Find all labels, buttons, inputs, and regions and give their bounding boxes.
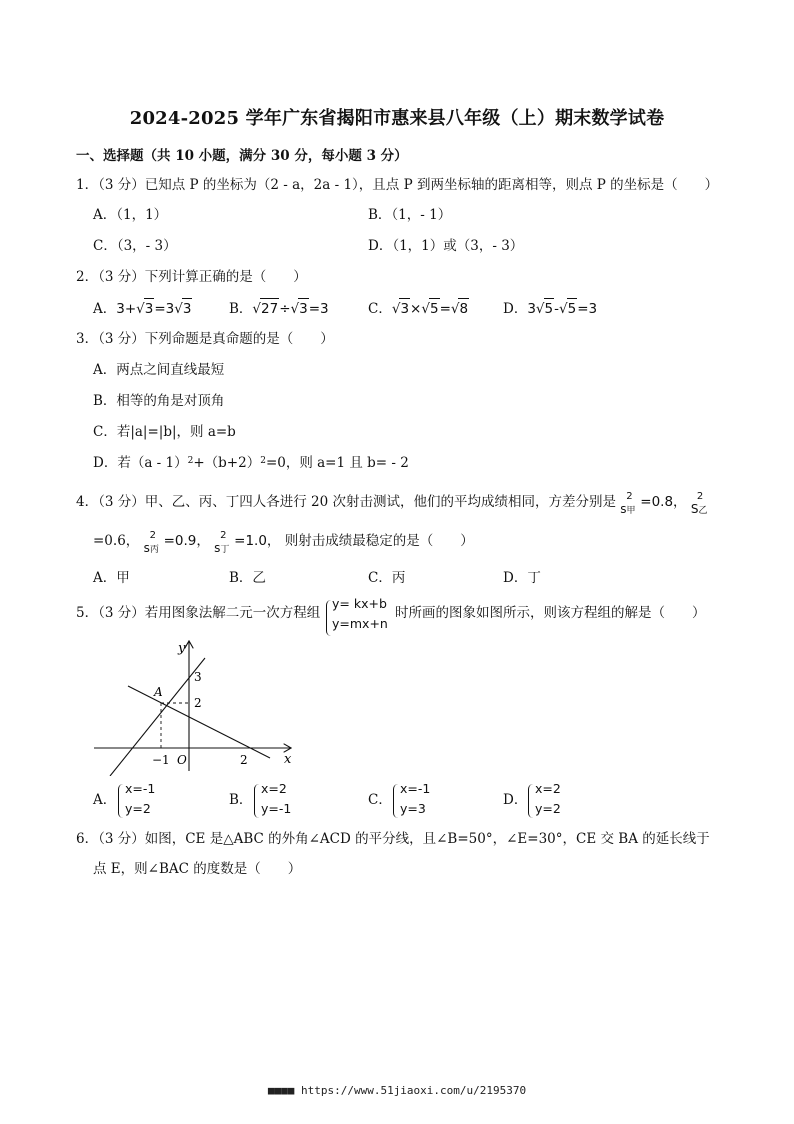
q2-option-c: C．√3×√5=√8 bbox=[368, 298, 469, 319]
q5-option-d-label: D． bbox=[503, 792, 528, 808]
question-5-stem-post: 时所画的图象如图所示，则该方程组的解是（ ） bbox=[395, 605, 706, 621]
q3-option-c: C．若|a|=|b|，则 a=b bbox=[93, 424, 236, 440]
y-axis-label: y bbox=[178, 641, 186, 656]
q5-option-b-label: B． bbox=[229, 792, 253, 808]
q5-a-brace bbox=[118, 784, 123, 818]
q2-option-a: A．3+√3=3√3 bbox=[93, 298, 192, 319]
variance-ding: 2 s丁 bbox=[214, 529, 230, 555]
q3-option-a: A．两点之间直线最短 bbox=[93, 362, 225, 378]
question-6-line1: 6．（3 分）如图，CE 是△ABC 的外角∠ACD 的平分线，且∠B=50°，∠E=30°，CE 交 BA 的延长线于 bbox=[76, 831, 710, 847]
footer-url[interactable]: ■■■■ https://www.51jiaoxi.com/u/2195370 bbox=[267, 1084, 527, 1097]
origin-label: O bbox=[177, 753, 187, 767]
q3-option-b: B．相等的角是对顶角 bbox=[93, 393, 225, 409]
q5-b-brace bbox=[254, 784, 259, 818]
q5-graph bbox=[90, 636, 300, 776]
q4-option-d: D．丁 bbox=[503, 570, 541, 586]
q5-system-brace bbox=[326, 600, 331, 636]
q5-option-c-label: C． bbox=[368, 792, 392, 808]
q5-system bbox=[332, 594, 388, 634]
q4-option-a: A．甲 bbox=[93, 570, 130, 586]
variance-jia: 2 s甲 bbox=[620, 490, 636, 516]
variance-yi: 2 S乙 bbox=[690, 490, 708, 516]
q1-option-c: C．（3，- 3） bbox=[93, 238, 177, 254]
question-6-line2: 点 E，则∠BAC 的度数是（ ） bbox=[93, 861, 302, 877]
q3-option-d: D．若$(a - 1)^2+(b+2)^2=0$，则 a=1 且 b= - 2 bbox=[93, 455, 409, 471]
q2-option-b: B．√27÷√3=3 bbox=[229, 298, 329, 319]
question-5-stem-pre: 5．（3 分）若用图象法解二元一次方程组 bbox=[76, 605, 321, 621]
x-axis-label: x bbox=[284, 752, 292, 767]
q1-option-d: D．（1，1）或（3，- 3） bbox=[368, 238, 524, 254]
q5-option-d: x=2 y=2 bbox=[535, 781, 561, 816]
q1-option-a: A．（1，1） bbox=[93, 207, 168, 223]
q5-option-c: x=-1 y=3 bbox=[400, 781, 431, 816]
tick-neg1: −1 bbox=[152, 753, 170, 767]
q5-option-b: x=2 y=-1 bbox=[261, 781, 292, 816]
q5-eq1: y= kx+b bbox=[332, 596, 387, 611]
tick-3: 3 bbox=[194, 670, 202, 684]
q5-c-brace bbox=[393, 784, 398, 818]
question-1-stem: 1．（3 分）已知点 P 的坐标为（2 - a，2a - 1），且点 P 到两坐标轴的距离相等，则点 P 的坐标是（ ） bbox=[76, 177, 719, 193]
question-3-stem: 3．（3 分）下列命题是真命题的是（ ） bbox=[76, 331, 334, 347]
section-heading: 一、选择题（共 10 小题，满分 30 分，每小题 3 分） bbox=[76, 148, 408, 164]
question-4-line2: =0.6， 2 s丙 =0.9， 2 s丁 =1.0， 则射击成绩最稳定的是（ ） bbox=[93, 529, 474, 555]
q5-option-a: x=-1 y=2 bbox=[125, 781, 156, 816]
tick-2-x: 2 bbox=[240, 753, 248, 767]
exam-title: 2024-2025 学年广东省揭阳市惠来县八年级（上）期末数学试卷 bbox=[129, 108, 665, 129]
q4-option-b: B．乙 bbox=[229, 570, 266, 586]
point-a-label: A bbox=[154, 685, 163, 699]
tick-2-y: 2 bbox=[194, 696, 202, 710]
question-4-stem: 4．（3 分）甲、乙、丙、丁四人各进行 20 次射击测试，他们的平均成绩相同，方差分别是 2 s甲 =0.8， 2 S乙 bbox=[76, 492, 711, 513]
question-2-stem: 2．（3 分）下列计算正确的是（ ） bbox=[76, 269, 307, 285]
q4-option-c: C．丙 bbox=[368, 570, 406, 586]
q5-option-a-label: A． bbox=[93, 792, 117, 808]
q5-d-brace bbox=[528, 784, 533, 818]
q1-option-b: B．（1，- 1） bbox=[368, 207, 452, 223]
q2-option-d: D．3√5-√5=3 bbox=[503, 298, 597, 319]
variance-bing: 2 s丙 bbox=[143, 529, 159, 555]
q5-eq2: y=mx+n bbox=[332, 616, 388, 631]
